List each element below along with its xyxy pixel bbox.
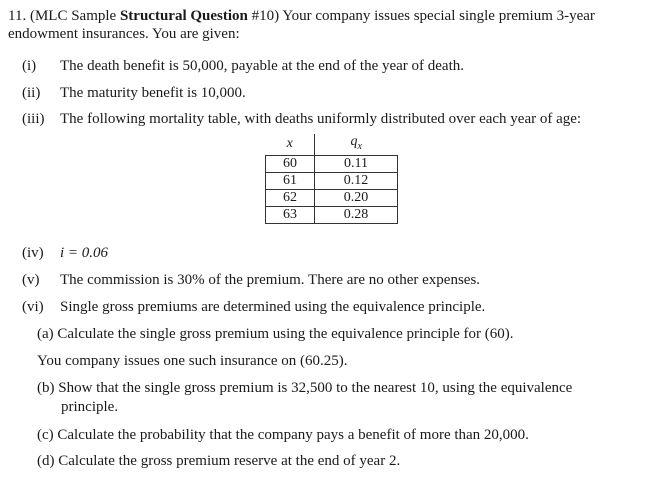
cell-x: 61	[266, 172, 315, 189]
given-item-iii	[22, 110, 581, 128]
header-x: x	[266, 134, 315, 155]
table-row	[266, 155, 398, 172]
cell-qx: 0.12	[315, 172, 398, 189]
given-label: (v)	[22, 272, 40, 288]
header-qx: $q_x$	[315, 134, 398, 155]
table-row	[266, 172, 398, 189]
given-item-vi	[22, 298, 485, 316]
given-item-v	[22, 271, 480, 289]
part-b-line2: principle.	[61, 399, 119, 415]
question-bold-title: Structural Question	[119, 8, 248, 24]
given-label: (ii)	[22, 85, 41, 101]
question-rest: Your company issues special single premium 3-year endowment insurances. You are given:	[8, 8, 595, 42]
part-d: (d) Calculate the gross premium reserve at the end of year 2.	[37, 453, 401, 469]
part-c: (c) Calculate the probability that the company pays a benefit of more than 20,000.	[37, 427, 529, 443]
question-number: 11.	[8, 8, 27, 24]
cell-qx: 0.28	[315, 206, 398, 223]
cell-x: 63	[266, 206, 315, 223]
context-note: You company issues one such insurance on (60.25).	[37, 353, 348, 369]
given-text: The following mortality table, with deaths uniformly distributed over each year of age:	[60, 111, 582, 127]
cell-qx: 0.11	[315, 155, 398, 172]
given-label: (iv)	[22, 245, 44, 261]
given-text: The commission is 30% of the premium. There are no other expenses.	[60, 272, 481, 288]
mortality-table	[265, 134, 398, 224]
question-intro	[8, 7, 648, 43]
cell-x: 62	[266, 189, 315, 206]
part-a: (a) Calculate the single gross premium using the equivalence principle for (60).	[37, 326, 514, 342]
table-header-row	[266, 134, 398, 155]
given-label: (iii)	[22, 111, 45, 127]
given-text: The death benefit is 50,000, payable at the end of the year of death.	[60, 58, 465, 74]
given-text: The maturity benefit is 10,000.	[60, 85, 246, 101]
part-b-line1: (b) Show that the single gross premium is 32,500 to the nearest 10, using the equivalence	[37, 380, 573, 396]
question-prefix: (MLC Sample	[29, 8, 117, 24]
given-item-ii	[22, 84, 246, 102]
given-label: (vi)	[22, 299, 44, 315]
cell-x: 60	[266, 155, 315, 172]
given-text: Single gross premiums are determined using the equivalence principle.	[60, 299, 486, 315]
table-row	[266, 206, 398, 223]
given-label: (i)	[22, 58, 37, 74]
given-item-i	[22, 57, 464, 75]
given-item-iv	[22, 244, 108, 262]
question-id: #10)	[251, 8, 280, 24]
given-text: i = 0.06	[60, 245, 109, 261]
table-row	[266, 189, 398, 206]
cell-qx: 0.20	[315, 189, 398, 206]
